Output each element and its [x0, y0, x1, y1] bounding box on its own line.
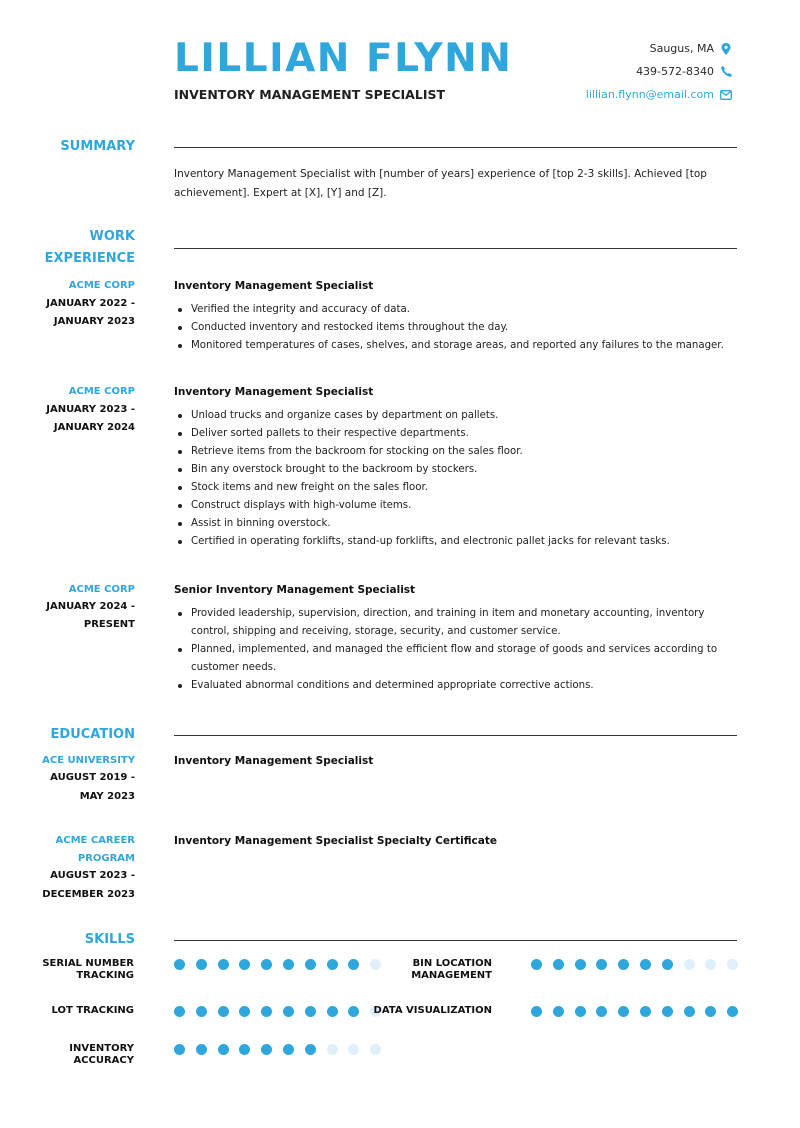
contact-location — [432, 42, 732, 55]
skill-dot-filled — [575, 1006, 586, 1017]
skill-dot-filled — [174, 1044, 185, 1055]
edu-date-start: AUGUST 2023 - — [50, 870, 135, 881]
skill-name — [14, 1043, 134, 1067]
skill-dot-empty — [327, 1044, 338, 1055]
job-role: Senior Inventory Management Specialist — [174, 584, 416, 596]
skill-dot-filled — [640, 1006, 651, 1017]
job-date-start: JANUARY 2022 - — [46, 298, 135, 309]
skill-dot-filled — [575, 959, 586, 970]
skill-dot-filled — [305, 1006, 316, 1017]
skill-dot-filled — [327, 959, 338, 970]
skill-rating — [531, 1006, 749, 1017]
job-role: Inventory Management Specialist — [174, 280, 374, 292]
summary-rule — [174, 147, 737, 148]
skill-dot-filled — [705, 1006, 716, 1017]
email-link[interactable]: lillian.flynn@email.com — [585, 88, 714, 101]
skill-dot-filled — [596, 1006, 607, 1017]
skill-dot-filled — [196, 959, 207, 970]
skill-dot-filled — [553, 959, 564, 970]
list-item: Retrieve items from the backroom for stocking on the sales floor. — [174, 443, 740, 461]
skill-dot-empty — [684, 959, 695, 970]
summary-text: Inventory Management Specialist with [number of years] experience of [top 2-3 skills]. Achieved [top achievement]. Expert at [X], [Y] and [Z]. — [174, 168, 707, 199]
skill-dot-filled — [261, 1006, 272, 1017]
edu-date-end: MAY 2023 — [79, 791, 135, 802]
skill-dot-empty — [348, 1044, 359, 1055]
skill-dot-filled — [196, 1044, 207, 1055]
skill-name-line1: LOT TRACKING — [51, 1005, 134, 1016]
candidate-title: INVENTORY MANAGEMENT SPECIALIST — [174, 87, 445, 102]
skills-rule — [174, 940, 737, 941]
skill-dot-empty — [727, 959, 738, 970]
skill-rating — [174, 1044, 392, 1055]
skill-name-line1: INVENTORY — [69, 1043, 134, 1054]
skill-rating — [531, 959, 749, 970]
skill-dot-filled — [662, 1006, 673, 1017]
job-role: Inventory Management Specialist — [174, 386, 374, 398]
list-item: Conducted inventory and restocked items throughout the day. — [174, 319, 740, 337]
work-rule — [174, 248, 737, 249]
education-heading: EDUCATION — [50, 727, 135, 742]
summary-heading: SUMMARY — [60, 139, 135, 154]
skill-name-line1: SERIAL NUMBER — [42, 958, 134, 969]
skill-dot-filled — [727, 1006, 738, 1017]
skill-name-line2: TRACKING — [76, 970, 134, 981]
skill-dot-filled — [239, 1044, 250, 1055]
skill-dot-filled — [348, 1006, 359, 1017]
skill-name — [14, 1005, 134, 1017]
location-text: Saugus, MA — [649, 42, 714, 55]
skill-dot-filled — [283, 1044, 294, 1055]
skill-dot-filled — [239, 1006, 250, 1017]
skill-dot-filled — [662, 959, 673, 970]
contact-phone — [432, 65, 732, 78]
phone-icon — [720, 66, 732, 78]
skill-dot-filled — [305, 1044, 316, 1055]
list-item: Deliver sorted pallets to their respective departments. — [174, 425, 740, 443]
candidate-name: LILLIAN FLYNN — [174, 36, 513, 81]
job-date-end: PRESENT — [83, 619, 135, 630]
skill-name — [372, 1005, 492, 1017]
skill-dot-filled — [283, 1006, 294, 1017]
list-item: Construct displays with high-volume items. — [174, 497, 740, 515]
job-bullets — [174, 301, 740, 355]
skill-dot-empty — [370, 1044, 381, 1055]
job-company: ACME CORP — [68, 280, 135, 291]
skill-dot-filled — [305, 959, 316, 970]
skill-name-line1: DATA VISUALIZATION — [373, 1005, 492, 1016]
job-date-start: JANUARY 2023 - — [46, 404, 135, 415]
skill-rating — [174, 959, 392, 970]
work-heading-line1: WORK — [89, 229, 135, 244]
edu-school: ACE UNIVERSITY — [42, 755, 135, 766]
job-company: ACME CORP — [68, 584, 135, 595]
skill-dot-filled — [174, 959, 185, 970]
job-date-end: JANUARY 2023 — [53, 316, 135, 327]
education-rule — [174, 735, 737, 736]
skill-dot-filled — [283, 959, 294, 970]
list-item: Stock items and new freight on the sales floor. — [174, 479, 740, 497]
skill-dot-filled — [348, 959, 359, 970]
map-pin-icon — [720, 43, 732, 55]
job-company: ACME CORP — [68, 386, 135, 397]
skill-dot-filled — [196, 1006, 207, 1017]
skill-rating — [174, 1006, 392, 1017]
skill-dot-filled — [553, 1006, 564, 1017]
job-bullets — [174, 605, 740, 695]
list-item: Assist in binning overstock. — [174, 515, 740, 533]
contact-email[interactable] — [432, 88, 732, 101]
skill-dot-filled — [531, 959, 542, 970]
list-item: Provided leadership, supervision, direction, and training in item and monetary accounting, inventory control, shipping and receiving, storage, security, and customer service. — [174, 605, 740, 641]
job-date-start: JANUARY 2024 - — [46, 601, 135, 612]
skill-dot-filled — [618, 959, 629, 970]
work-heading-line2: EXPERIENCE — [44, 251, 135, 266]
skill-name — [14, 958, 134, 982]
skill-name-line2: ACCURACY — [73, 1055, 134, 1066]
skills-heading: SKILLS — [84, 932, 135, 947]
job-date-end: JANUARY 2024 — [53, 422, 135, 433]
job-bullets — [174, 407, 740, 551]
edu-date-start: AUGUST 2019 - — [50, 772, 135, 783]
envelope-icon — [720, 89, 732, 101]
skill-dot-filled — [531, 1006, 542, 1017]
skill-dot-filled — [239, 959, 250, 970]
list-item: Verified the integrity and accuracy of data. — [174, 301, 740, 319]
skill-dot-filled — [327, 1006, 338, 1017]
edu-degree: Inventory Management Specialist — [174, 755, 374, 767]
skill-dot-filled — [261, 959, 272, 970]
skill-name — [372, 958, 492, 982]
skill-dot-filled — [618, 1006, 629, 1017]
skill-dot-filled — [218, 959, 229, 970]
list-item: Evaluated abnormal conditions and determined appropriate corrective actions. — [174, 677, 740, 695]
skill-dot-filled — [684, 1006, 695, 1017]
list-item: Planned, implemented, and managed the efficient flow and storage of goods and services according to customer needs. — [174, 641, 740, 677]
skill-name-line2: MANAGEMENT — [411, 970, 492, 981]
skill-dot-filled — [218, 1044, 229, 1055]
skill-dot-empty — [705, 959, 716, 970]
edu-date-end: DECEMBER 2023 — [42, 889, 135, 900]
list-item: Bin any overstock brought to the backroom by stockers. — [174, 461, 740, 479]
edu-school-line2: PROGRAM — [77, 853, 135, 864]
skill-dot-filled — [640, 959, 651, 970]
skill-name-line1: BIN LOCATION — [412, 958, 492, 969]
list-item: Certified in operating forklifts, stand-up forklifts, and electronic pallet jacks for relevant tasks. — [174, 533, 740, 551]
skill-dot-filled — [596, 959, 607, 970]
skill-dot-filled — [218, 1006, 229, 1017]
list-item: Monitored temperatures of cases, shelves, and storage areas, and reported any failures to the manager. — [174, 337, 740, 355]
skill-dot-filled — [261, 1044, 272, 1055]
list-item: Unload trucks and organize cases by department on pallets. — [174, 407, 740, 425]
edu-school-line1: ACME CAREER — [55, 835, 135, 846]
phone-text: 439-572-8340 — [636, 65, 714, 78]
skill-dot-filled — [174, 1006, 185, 1017]
edu-degree: Inventory Management Specialist Specialty Certificate — [174, 835, 497, 847]
